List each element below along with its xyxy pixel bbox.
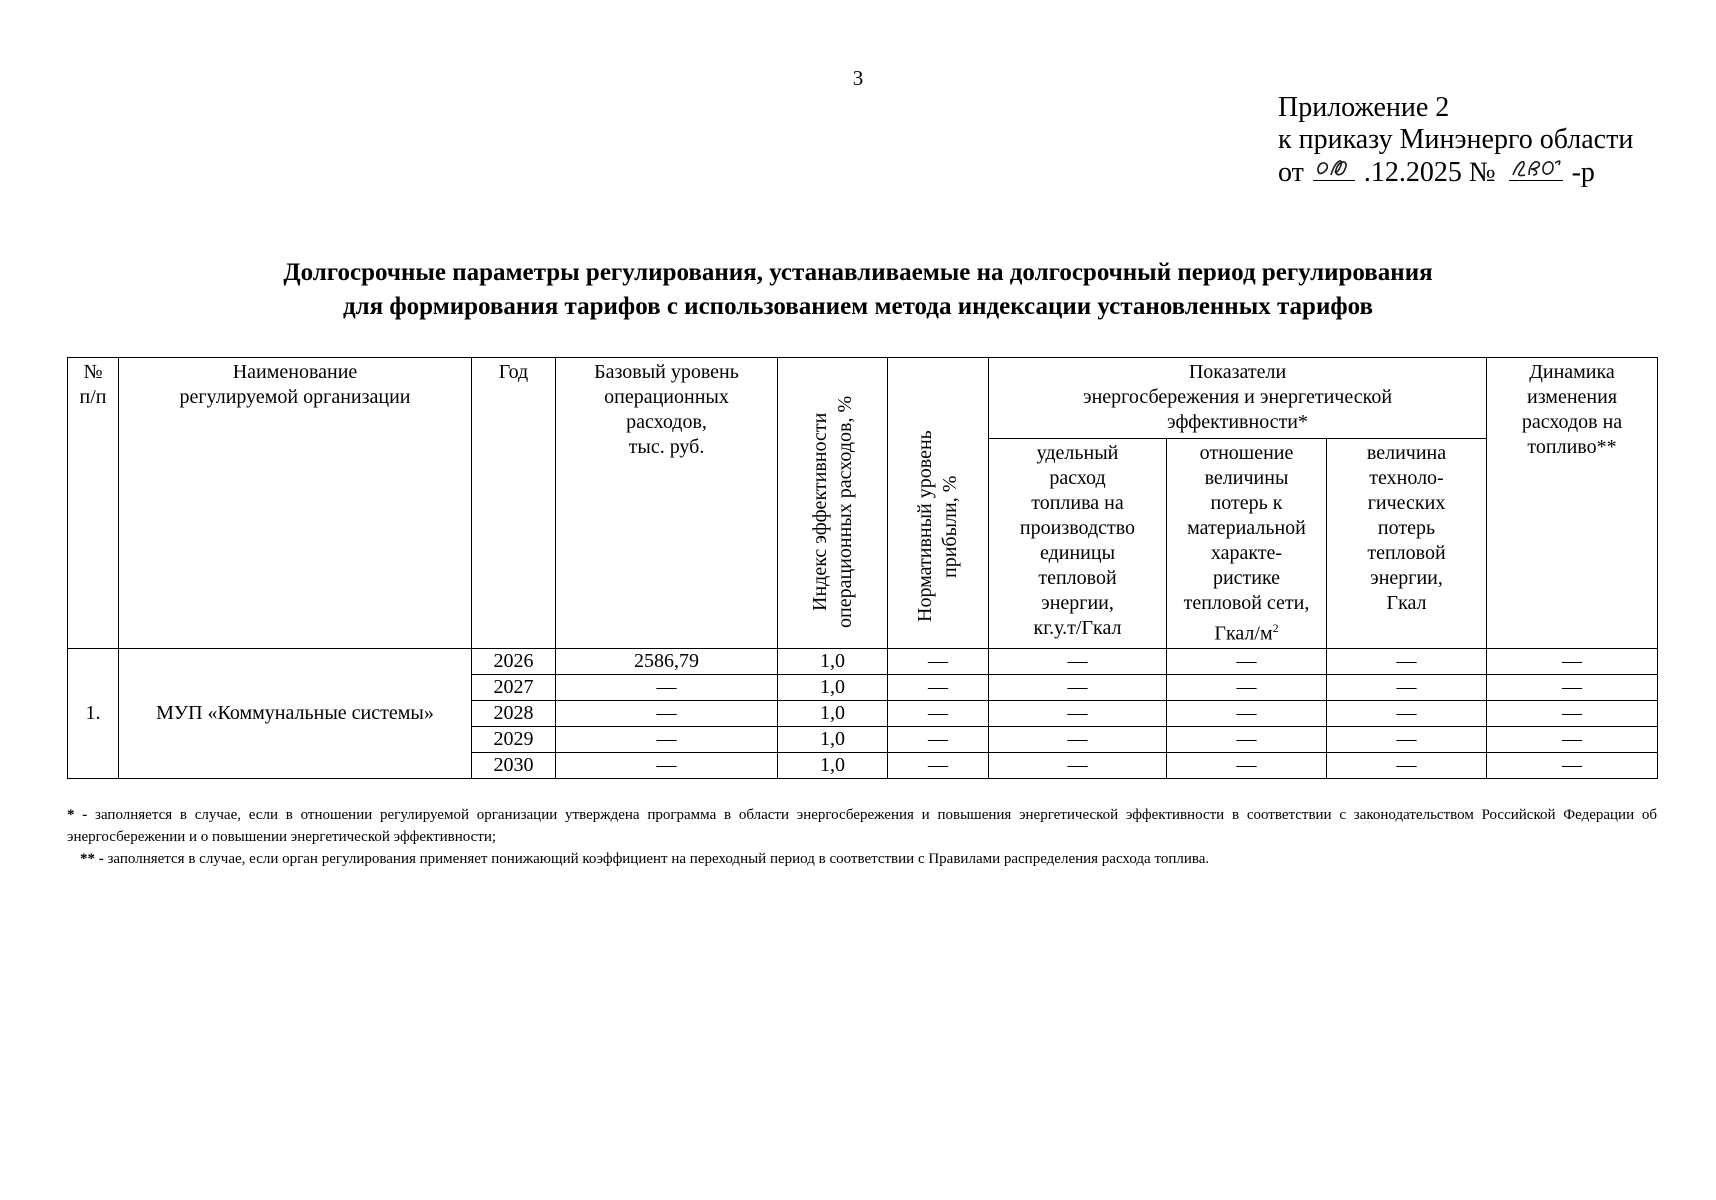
header-number: № п/п	[68, 358, 119, 649]
cell-profit-level: —	[888, 753, 989, 779]
cell-profit-level: —	[888, 649, 989, 675]
header-loss-ratio-text: отношение величины потерь к материальной характе- ристике тепловой сети,	[1183, 441, 1310, 614]
appendix-line-2: к приказу Минэнерго области	[1278, 124, 1634, 155]
handwriting-day-icon	[1313, 155, 1355, 179]
header-tech-losses: величина техноло- гических потерь тепловой энергии, Гкал	[1327, 438, 1487, 648]
cell-base-expenses: —	[556, 753, 778, 779]
handwritten-number	[1509, 156, 1563, 181]
cell-fuel-dynamics: —	[1487, 649, 1658, 675]
cell-specific-fuel: —	[989, 727, 1167, 753]
handwritten-day	[1313, 156, 1355, 181]
cell-base-expenses: —	[556, 675, 778, 701]
cell-efficiency-index: 1,0	[778, 649, 888, 675]
cell-efficiency-index: 1,0	[778, 753, 888, 779]
footnote-2-mark: ** -	[80, 851, 104, 867]
header-energy-efficiency-group: Показатели энергосбережения и энергетической эффективности*	[989, 358, 1487, 439]
cell-profit-level: —	[888, 675, 989, 701]
cell-tech-losses: —	[1327, 675, 1487, 701]
date-rest: .12.2025	[1363, 157, 1462, 188]
header-organization: Наименование регулируемой организации	[119, 358, 472, 649]
cell-tech-losses: —	[1327, 727, 1487, 753]
cell-loss-ratio: —	[1167, 753, 1327, 779]
page-number: 3	[852, 66, 864, 90]
footnote-1-text: заполняется в случае, если в отношении регулируемой организации утверждена программа в области энергосбережения и повышения энергетической эффективности в соответствии с законодательством Российской Федерации об энергосбережении и о повышении энергетической эффективности;	[67, 807, 1658, 845]
cell-profit-level: —	[888, 727, 989, 753]
cell-tech-losses: —	[1327, 649, 1487, 675]
cell-efficiency-index: 1,0	[778, 727, 888, 753]
header-base-expenses: Базовый уровень операционных расходов, тыс. руб.	[556, 358, 778, 649]
cell-efficiency-index: 1,0	[778, 701, 888, 727]
header-efficiency-index-text: Индекс эффективности операционных расходов, %	[808, 395, 856, 628]
header-profit-level-text: Нормативный уровень прибыли, %	[914, 430, 961, 623]
header-fuel-dynamics: Динамика изменения расходов на топливо**	[1487, 358, 1658, 649]
table-row	[68, 649, 1658, 675]
cell-loss-ratio: —	[1167, 727, 1327, 753]
cell-tech-losses: —	[1327, 753, 1487, 779]
cell-specific-fuel: —	[989, 649, 1167, 675]
footnote-2	[80, 848, 1657, 870]
cell-loss-ratio: —	[1167, 701, 1327, 727]
cell-fuel-dynamics: —	[1487, 727, 1658, 753]
number-suffix: -р	[1571, 157, 1595, 188]
cell-year: 2028	[472, 701, 556, 727]
organization-name: МУП «Коммунальные системы»	[119, 649, 472, 779]
handwriting-number-icon	[1509, 155, 1563, 179]
cell-loss-ratio: —	[1167, 649, 1327, 675]
header-profit-level	[888, 358, 989, 649]
cell-base-expenses: 2586,79	[556, 649, 778, 675]
appendix-line-1: Приложение 2	[1278, 92, 1450, 123]
header-specific-fuel: удельный расход топлива на производство единицы тепловой энергии, кг.у.т/Гкал	[989, 438, 1167, 648]
cell-base-expenses: —	[556, 727, 778, 753]
cell-year: 2026	[472, 649, 556, 675]
cell-specific-fuel: —	[989, 701, 1167, 727]
cell-year: 2027	[472, 675, 556, 701]
cell-profit-level: —	[888, 701, 989, 727]
header-year: Год	[472, 358, 556, 649]
document-title-line-1: Долгосрочные параметры регулирования, устанавливаемые на долгосрочный период регулирования	[283, 259, 1433, 286]
cell-tech-losses: —	[1327, 701, 1487, 727]
parameters-table	[67, 357, 1658, 779]
cell-loss-ratio: —	[1167, 675, 1327, 701]
header-efficiency-index	[778, 358, 888, 649]
cell-specific-fuel: —	[989, 753, 1167, 779]
date-prefix: от	[1278, 157, 1304, 188]
header-loss-ratio-sup: 2	[1272, 620, 1279, 635]
appendix-line-3	[1278, 156, 1633, 189]
cell-specific-fuel: —	[989, 675, 1167, 701]
footnote-1-mark: * -	[67, 807, 88, 823]
footnote-2-text: заполняется в случае, если орган регулирования применяет понижающий коэффициент на переходный период в соответствии с Правилами распределения расхода топлива.	[107, 851, 1210, 867]
row-number: 1.	[68, 649, 119, 779]
header-loss-ratio	[1167, 438, 1327, 648]
cell-fuel-dynamics: —	[1487, 701, 1658, 727]
footnote-1	[67, 804, 1657, 848]
document-title-line-2: для формирования тарифов с использованием метода индексации установленных тарифов	[342, 293, 1374, 320]
header-loss-ratio-unit: Гкал/м	[1214, 622, 1273, 645]
document-title	[100, 256, 1616, 324]
appendix-block	[1278, 92, 1633, 189]
cell-fuel-dynamics: —	[1487, 753, 1658, 779]
cell-year: 2029	[472, 727, 556, 753]
cell-fuel-dynamics: —	[1487, 675, 1658, 701]
cell-base-expenses: —	[556, 701, 778, 727]
cell-year: 2030	[472, 753, 556, 779]
cell-efficiency-index: 1,0	[778, 675, 888, 701]
number-sign: №	[1468, 157, 1496, 188]
